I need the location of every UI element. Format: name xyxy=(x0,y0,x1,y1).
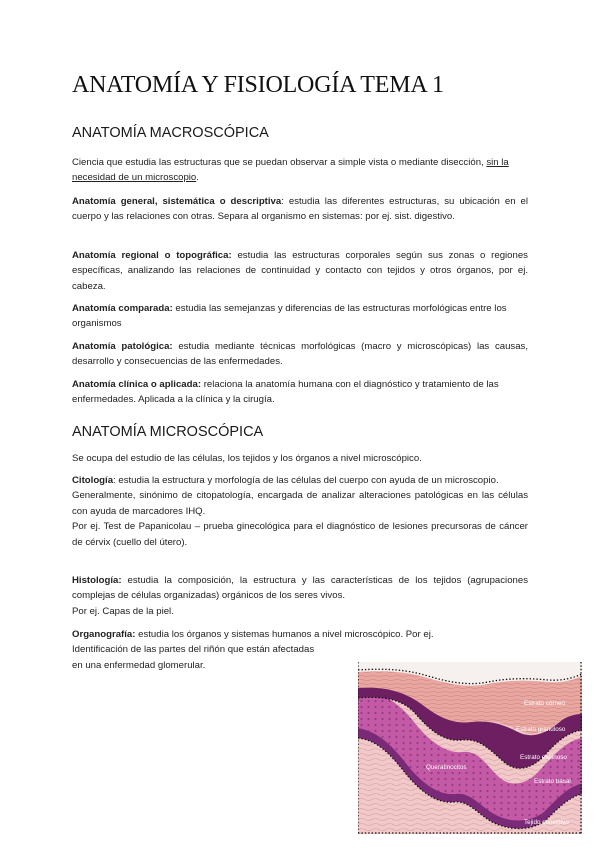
macro-intro-underlined: sin la necesidad de un microscopio xyxy=(72,157,509,184)
paragraph-anatomia-comparada xyxy=(72,301,528,332)
label-estrato-espinoso: Estrato espinoso xyxy=(520,754,567,761)
document-title: ANATOMÍA Y FISIOLOGÍA TEMA 1 xyxy=(72,72,444,98)
heading-macroscopic: ANATOMÍA MACROSCÓPICA xyxy=(72,125,269,141)
label-estrato-corneo: Estrato córneo xyxy=(524,700,565,707)
citologia-line-1 xyxy=(72,473,528,488)
organografia-line-2: Identificación de las partes del riñón que están afectadas xyxy=(72,644,315,656)
term-anatomia-clinica: Anatomía clínica o aplicada: xyxy=(72,379,202,390)
text-anatomia-general: : estudia las diferentes estructuras, su ubicación en el cuerpo y las relaciones con otras. Separa al organismo en sistemas: por ej. sist. digestivo. xyxy=(72,196,528,223)
term-citologia: Citología xyxy=(72,475,114,486)
citologia-line-2: Generalmente, sinónimo de citopatología, encargada de analizar alteraciones patológicas en las células con ayuda de marcadores IHQ. xyxy=(72,490,528,517)
text-anatomia-clinica: relaciona la anatomía humana con el diagnóstico y tratamiento de las enfermedades. Aplicada a la clínica y la cirugía. xyxy=(72,379,499,406)
organografia-line-1 xyxy=(72,627,528,642)
term-organografia: Organografía: xyxy=(72,629,136,640)
label-tejido-conectivo: Tejido conectivo xyxy=(524,819,569,826)
paragraph-anatomia-patologica xyxy=(72,339,528,370)
macro-intro-text: Ciencia que estudia las estructuras que se puedan observar a simple vista o mediante disección, xyxy=(72,157,487,168)
text-organografia-a: estudia los órganos y sistemas humanos a nivel microscópico. Por ej. xyxy=(135,629,434,640)
label-estrato-granuloso: Estrato granuloso xyxy=(516,726,566,733)
skin-histology-svg xyxy=(358,662,582,834)
heading-microscopic: ANATOMÍA MICROSCÓPICA xyxy=(72,424,264,440)
term-anatomia-general: Anatomía general, sistemática o descriptiva xyxy=(72,196,282,207)
label-estrato-basal: Estrato basal xyxy=(534,778,571,785)
text-anatomia-patologica: estudia mediante técnicas morfológicas (macro y microscópicas) las causas, desarrollo y consecuencias de las enfermedades. xyxy=(72,341,529,368)
text-anatomia-comparada: estudia las semejanzas y diferencias de las estructuras morfológicas entre los organismos xyxy=(72,303,507,330)
term-anatomia-patologica: Anatomía patológica: xyxy=(72,341,173,352)
micro-intro-paragraph: Se ocupa del estudio de las células, los tejidos y los órganos a nivel microscópico. xyxy=(72,453,422,464)
paragraph-anatomia-clinica xyxy=(72,377,528,408)
text-anatomia-regional: estudia las estructuras corporales según sus zonas o regiones específicas, analizando las relaciones de continuidad y contacto con tejidos y otros órganos, por ej. cabeza. xyxy=(72,250,528,292)
text-histologia: estudia la composición, la estructura y las características de los tejidos (agrupaciones complejas de células organizadas) orgánicos de los seres vivos. xyxy=(72,575,528,602)
histologia-line-2: Por ej. Capas de la piel. xyxy=(72,605,174,617)
macro-intro-paragraph xyxy=(72,155,528,186)
paragraph-anatomia-general xyxy=(72,194,528,225)
term-anatomia-comparada: Anatomía comparada: xyxy=(72,303,173,314)
citologia-line-3: Por ej. Test de Papanicolau – prueba ginecológica para el diagnóstico de lesiones precursoras de cáncer de cérvix (cuello del útero). xyxy=(72,521,528,548)
term-anatomia-regional: Anatomía regional o topográfica: xyxy=(72,250,232,261)
macro-intro-end: . xyxy=(196,172,199,184)
label-queratinocitos: Queratinocitos xyxy=(426,764,467,771)
skin-histology-image xyxy=(358,662,582,834)
organografia-line-3: en una enfermedad glomerular. xyxy=(72,659,206,671)
paragraph-histologia xyxy=(72,573,528,619)
paragraph-citologia xyxy=(72,473,528,550)
term-histologia: Histología: xyxy=(72,575,122,586)
histologia-line-1 xyxy=(72,573,528,604)
paragraph-anatomia-regional xyxy=(72,248,528,294)
text-citologia: : estudia la estructura y morfología de las células del cuerpo con ayuda de un microscopio. xyxy=(113,475,499,486)
